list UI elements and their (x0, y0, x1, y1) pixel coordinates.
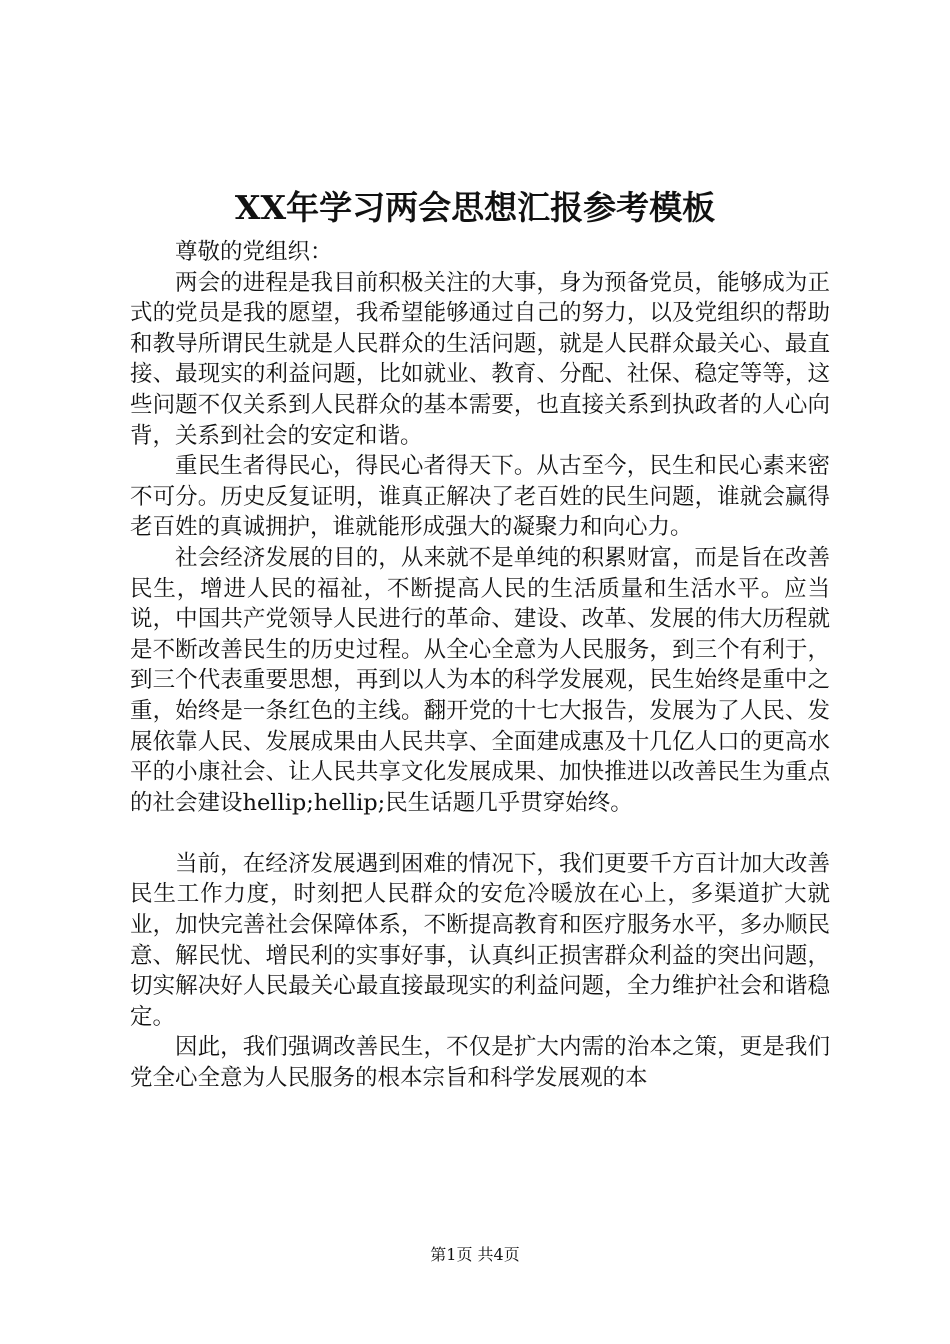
paragraph-2: 重民生者得民心，得民心者得天下。从古至今，民生和民心素来密不可分。历史反复证明，谁真正解决了老百姓的民生问题，谁就会赢得老百姓的真诚拥护，谁就能形成强大的凝聚力和向心力。 (130, 453, 830, 541)
document-body (130, 237, 830, 1094)
paragraph-3: 社会经济发展的目的，从来就不是单纯的积累财富，而是旨在改善民生，增进人民的福祉，不断提高人民的生活质量和生活水平。应当说，中国共产党领导人民进行的革命、建设、改革、发展的伟大历程就是不断改善民生的历史过程。从全心全意为人民服务，到三个有利于，到三个代表重要思想，再到以人为本的科学发展观，民生始终是重中之重，始终是一条红色的主线。翻开党的十七大报告，发展为了人民、发展依靠人民、发展成果由人民共享、全面建成惠及十几亿人口的更高水平的小康社会、让人民共享文化发展成果、加快推进以改善民生为重点的社会建设hellip;hellip;民生话题几乎贯穿始终。 (130, 544, 830, 816)
document-title: XX年学习两会思想汇报参考模板 (234, 188, 716, 227)
paragraph-1: 两会的进程是我目前积极关注的大事，身为预备党员，能够成为正式的党员是我的愿望，我希望能够通过自己的努力，以及党组织的帮助和教导所谓民生就是人民群众的生活问题，就是人民群众最关心、最直接、最现实的利益问题，比如就业、教育、分配、社保、稳定等等，这些问题不仅关系到人民群众的基本需要，也直接关系到执政者的人心向背，关系到社会的安定和谐。 (130, 269, 830, 449)
page-footer: 第1页 共4页 (430, 1245, 520, 1264)
salutation: 尊敬的党组织： (175, 239, 333, 265)
paragraph-5: 因此，我们强调改善民生，不仅是扩大内需的治本之策，更是我们党全心全意为人民服务的根本宗旨和科学发展观的本 (130, 1034, 830, 1092)
paragraph-4: 当前，在经济发展遇到困难的情况下，我们更要千方百计加大改善民生工作力度，时刻把人民群众的安危冷暖放在心上，多渠道扩大就业，加快完善社会保障体系，不断提高教育和医疗服务水平，多办顺民意、解民忧、增民利的实事好事，认真纠正损害群众利益的突出问题，切实解决好人民最关心最直接最现实的利益问题，全力维护社会和谐稳定。 (130, 850, 830, 1030)
